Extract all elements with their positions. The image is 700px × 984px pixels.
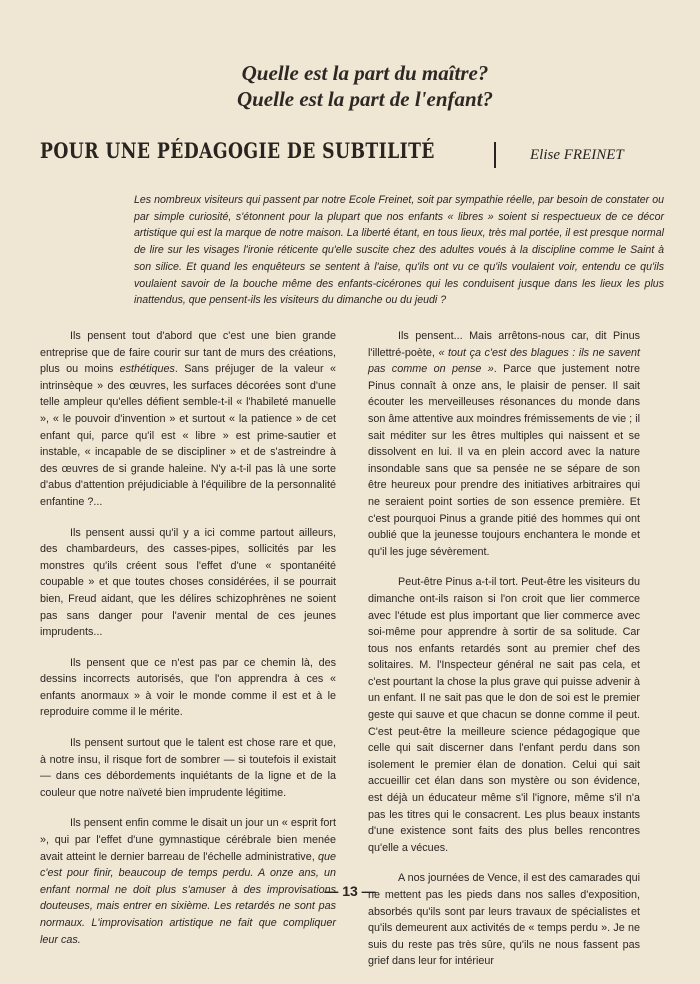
page-number: — 13 — xyxy=(324,883,376,899)
left-p5-text: Ils pensent enfin comme le disait un jour un « esprit fort », qui par l'effet d'une gymnastique cérébrale bien menée avait atteint le dernier barreau de l'échelle administrative, xyxy=(40,817,336,863)
left-p1-text-b: . Sans préjuger de la valeur « intrinsèque » des œuvres, les surfaces décorées sont d'une telle ampleur qu'elles défient semble-t-il « l'habileté manuelle », « le pouvoir d'invention » et surtout « la patience » de cet enfant qui, parce qu'il est « libre » est prime-sautier et instable, « incapable de se discipliner » et de s'astreindre à des œuvres de si grande haleine. N'y a-t-il pas là une sorte d'abus d'attention préjudiciable à l'équilibre de la personnalité enfantine ?... xyxy=(40,363,336,508)
left-paragraph-4: Ils pensent surtout que le talent est chose rare et que, à notre insu, il risque fort de sombrer — si toutefois il existait — dans ces débordements inquiétants de la ligne et de la couleur que notre naïveté bien imprudente légitime. xyxy=(40,737,336,799)
left-paragraph-5 xyxy=(40,815,336,948)
article-author: Elise FREINET xyxy=(530,147,624,163)
title-divider xyxy=(494,142,496,168)
left-p1-emphasis: esthétiques xyxy=(119,363,175,376)
right-paragraph-3: A nos journées de Vence, il est des camarades qui ne mettent pas les pieds dans nos salles d'exposition, absorbés qu'ils sont par leurs travaux de spécialistes et qu'ils demeurent aux activités de « temps perdu ». Je ne suis du reste pas très sûre, qu'ils ne nous fassent pas grief dans leur for intérieur xyxy=(368,872,640,968)
left-p1-text-a: Ils pensent tout d'abord que c'est une bien grande entreprise que de faire courir sur tant de murs des créations, plus ou moins xyxy=(40,330,336,376)
right-paragraph-1 xyxy=(368,328,640,560)
left-paragraph-1 xyxy=(40,328,336,511)
article-intro: Les nombreux visiteurs qui passent par notre Ecole Freinet, soit par sympathie réelle, par besoin de constater ou par simple curiosité, s'étonnent pour la plupart que nos enfants « libres » soient si respectueux de ce décor artistique qui est la marque de notre maison. La liberté étant, en tous lieux, très mal portée, il est presque normal de lire sur les visages l'ironie réticente qu'elle suscite chez des adultes voués à la discipline comme le Saint à son silice. Et quand les enquêteurs se sentent à l'aise, qu'ils ont vu ce qu'ils voulaient voir, entendu ce qu'ils voulaient savoir de la bouche même des enfants-cicérones qui les conduisent jusque dans les lieux les plus inattendus, que pensent-ils les visiteurs du dimanche ou du jeudi ? xyxy=(134,194,664,307)
left-column xyxy=(40,328,336,962)
left-p5-emphasis: que c'est pour finir, beaucoup de temps perdu. A onze ans, un enfant normal ne doit plus s'amuser à des improvisations douteuses, mais entrer en sixième. Les retardés ne sont pas normaux. L'improvisation artistique ne fait que compliquer leur cas. xyxy=(40,850,336,946)
right-p1-emphasis: « tout ça c'est des blagues : ils ne savent pas comme on pense » xyxy=(368,346,640,376)
left-paragraph-3: Ils pensent que ce n'est pas par ce chemin là, des dessins incorrects autorisés, que l'on apprendra à ces « enfants anormaux » à voir le monde comme il est et à le reproduire comme il le mérite. xyxy=(40,656,336,719)
question-heading-child: Quelle est la part de l'enfant? xyxy=(236,87,494,111)
right-p1-text-b: . Parce que justement notre Pinus connaît à onze ans, le plaisir de penser. Il sait écouter les merveilleuses résonances du monde dans son âme attentive aux moindres frémissements de vie ; il sait méditer sur les êtres multiples qui naissent et se dissolvent en lui. Il va en plein accord avec la nature insondable sans que sa pensée ne se sépare de son être heureux pour prendre des initiatives arbitraires qui ne seraient point sorties de son essence première. Et c'est pourquoi Pinus a grande pitié des hommes qui ont oublié que la jeunesse toujours enchantera le monde et qu'il les juge sévèrement. xyxy=(368,363,640,558)
question-heading-master: Quelle est la part du maître? xyxy=(241,61,489,85)
left-paragraph-2: Ils pensent aussi qu'il y a ici comme partout ailleurs, des chambardeurs, des casses-pipes, sollicités par les monstres qu'ils créent sous l'effet d'une « spontanéité coupable » et que toutes choses considérées, il se pourrait bien, Freud aidant, que les délires schizophrènes ne soient pas sans danger pour l'avenir mental de ces jeunes imprudents... xyxy=(40,526,336,639)
right-p1-text-a: Ils pensent... Mais arrêtons-nous car, dit Pinus l'illettré-poète, xyxy=(368,330,640,359)
article-title: POUR UNE PÉDAGOGIE DE SUBTILITÉ xyxy=(40,138,435,163)
right-paragraph-2: Peut-être Pinus a-t-il tort. Peut-être les visiteurs du dimanche ont-ils raison si l'on croit que lier commerce avec l'étude est plus important que lier commerce avec soi-même pour apprendre à sortir de sa solitude. Car tous nos enfants retardés sont au premier chef des solitaires. M. l'Inspecteur général ne sait pas cela, et c'est pourtant la chose la plus grave qui puisse advenir à un enfant. Il ne sait pas que le don de soi est le premier geste qui sauve et que chacun se donne comme il peut. C'est peut-être la meilleure science pédagogique que celle qui sait discerner dans l'enfant perdu dans son isolement le premier élan de donation. Celui qui sait accueillir cet élan dans son mystère ou son évidence, est déjà un éducateur même s'il l'ignore, même s'il n'a pas les titres qui le consacrent. Les plus beaux instants d'une existence sont faits des plus belles rencontres qu'elle a vécues. xyxy=(368,576,640,854)
